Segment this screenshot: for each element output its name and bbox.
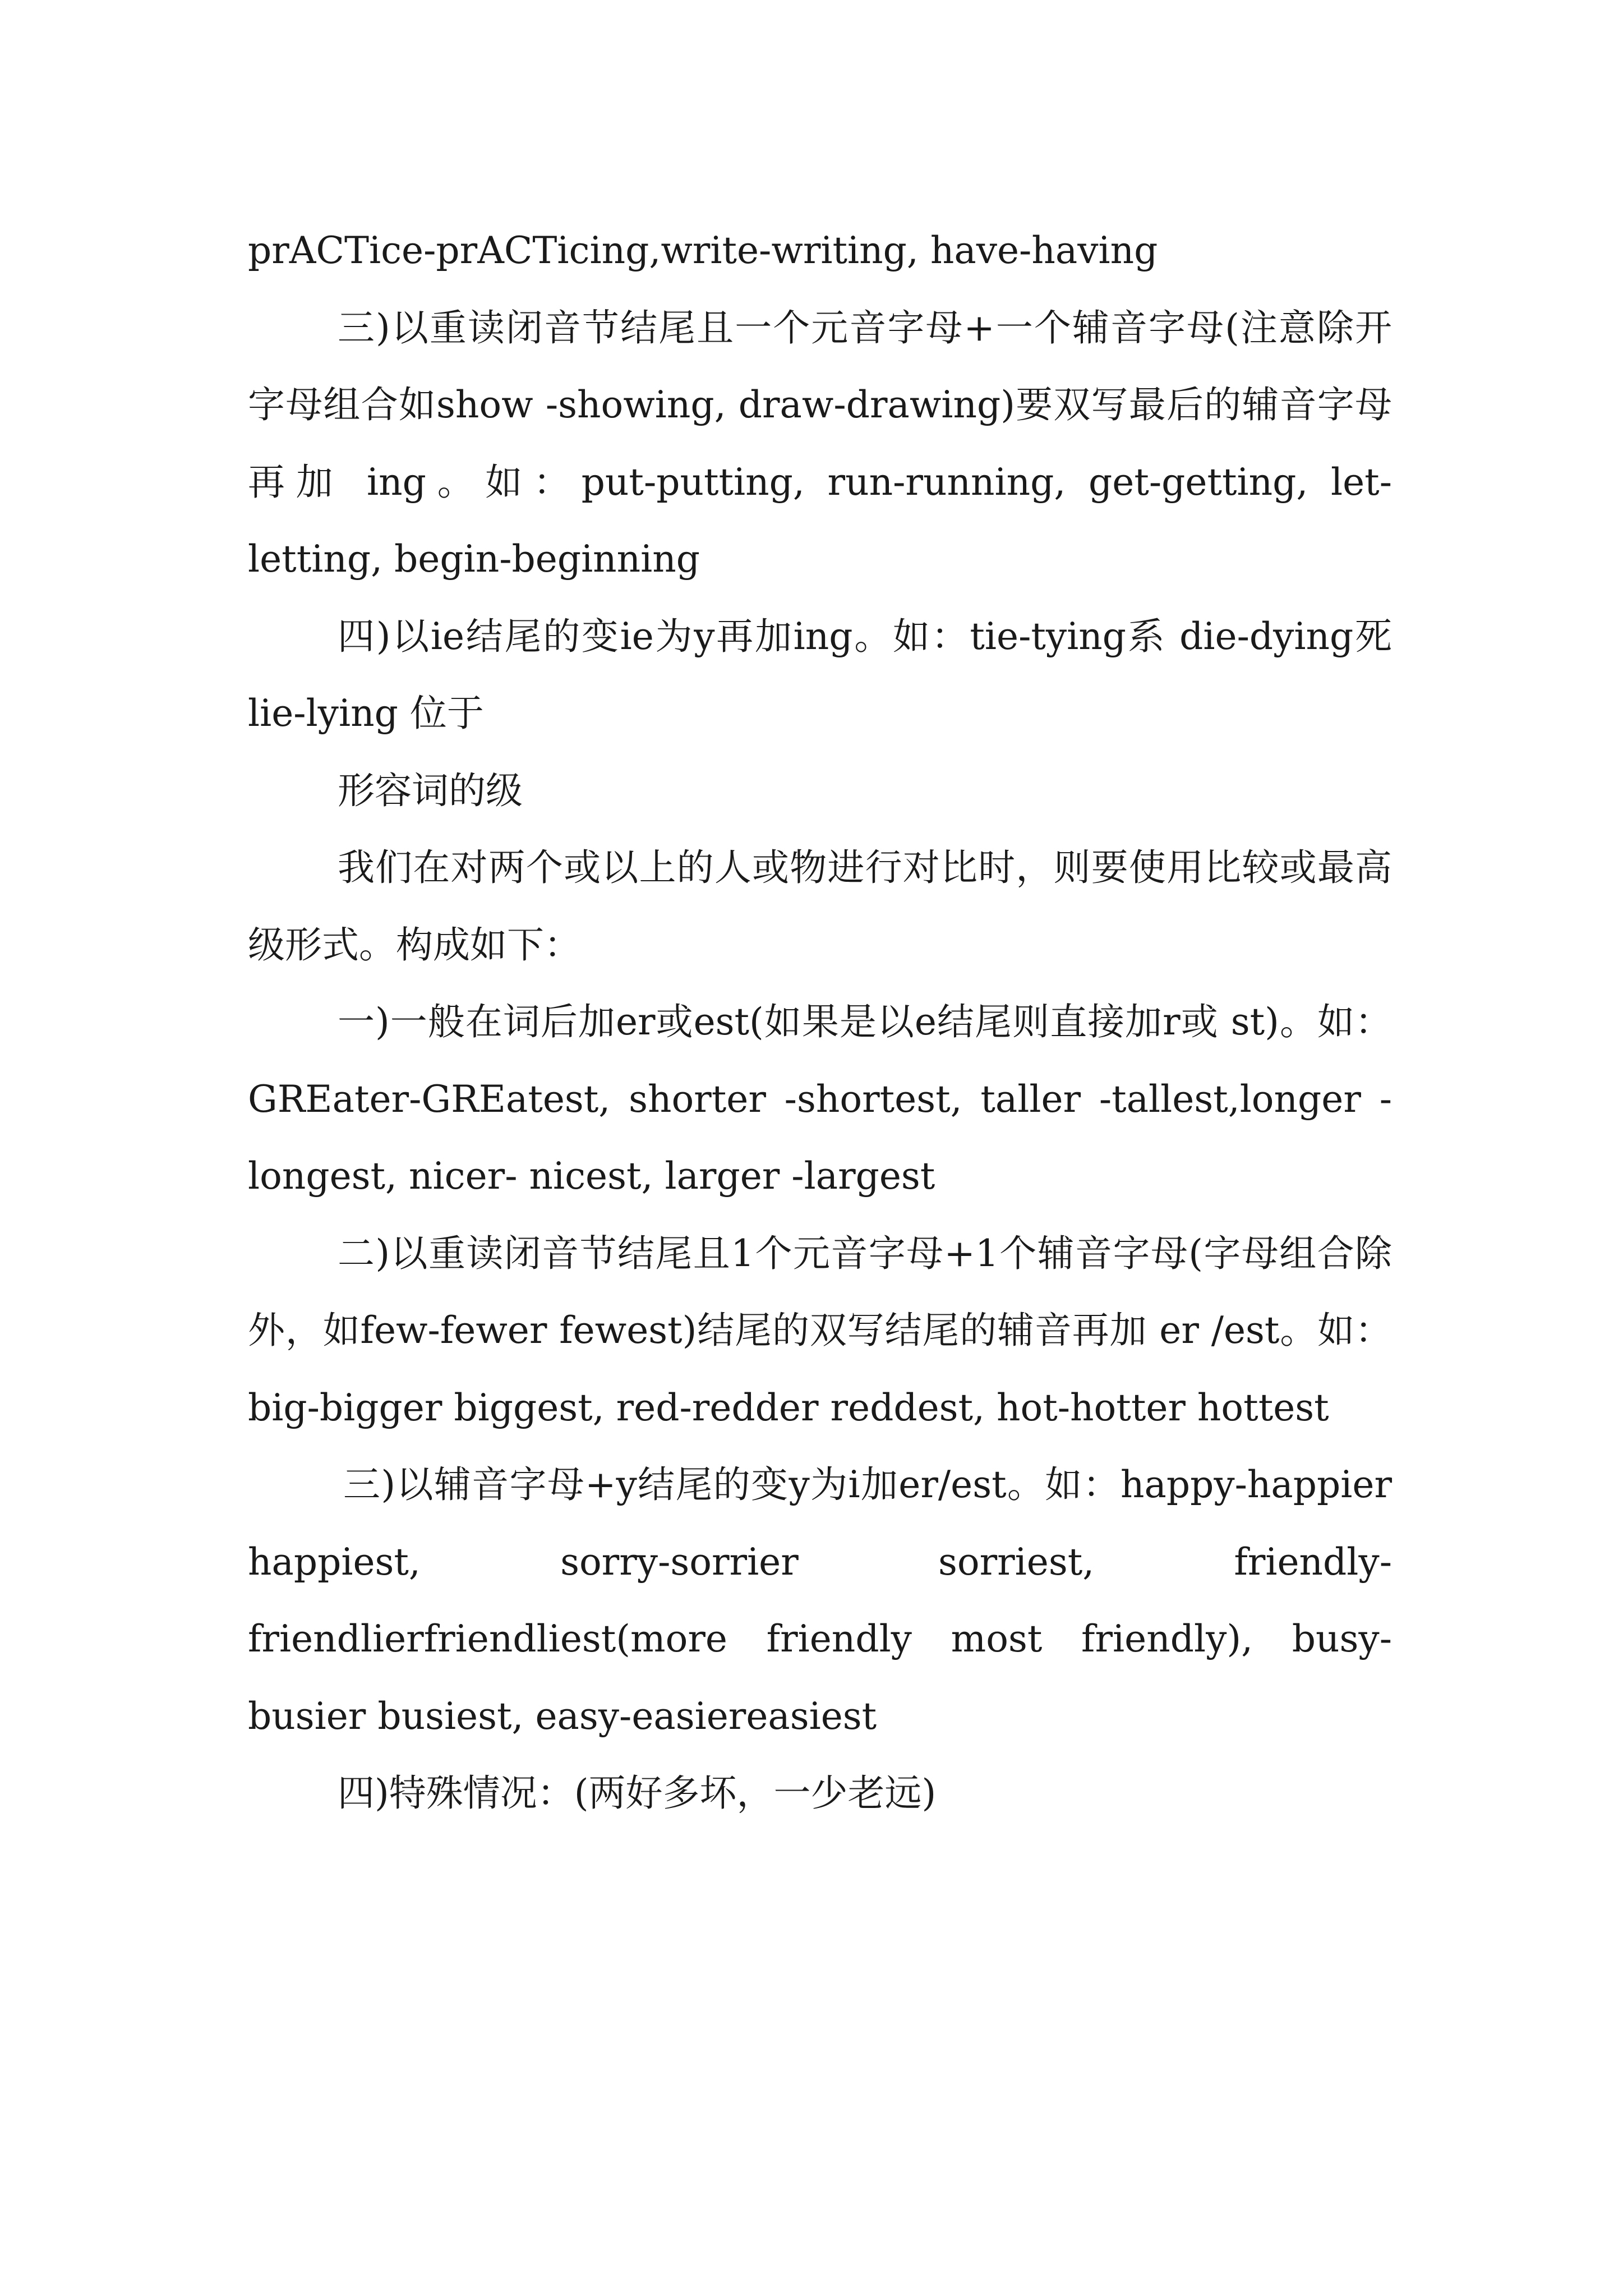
- paragraph-rule-double-consonant: 二)以重读闭音节结尾且1个元音字母+1个辅音字母(字母组合除外，如few-fewer fewest)结尾的双写结尾的辅音再加 er /est。如：big-bigger biggest, red-redder reddest, hot-hotter hottest: [248, 1231, 1392, 1429]
- paragraph-rule-er-est: 一)一般在词后加er或est(如果是以e结尾则直接加r或 st)。如：GREater-GREatest, shorter -shortest, taller -tallest,longer -longest, nicer- nicest, larger -largest: [248, 1000, 1392, 1198]
- paragraph-double-consonant-ing: 三)以重读闭音节结尾且一个元音字母+一个辅音字母(注意除开字母组合如show -showing, draw-drawing)要双写最后的辅音字母再加 ing。如：put-putting, run-running, get-getting, let-letting, begin-beginning: [248, 306, 1392, 581]
- document-body: [248, 212, 1392, 1832]
- paragraph-special-cases: 四)特殊情况：(两好多坏，一少老远): [338, 1772, 937, 1815]
- paragraph-rule-y-to-i: 三)以辅音字母+y结尾的变y为i加er/est。如：happy-happier happiest, sorry-sorrier sorriest, friendly-friendlierfriendliest(more friendly most friendly), busy-busier busiest, easy-easiereasiest: [248, 1463, 1392, 1738]
- paragraph-comparison-intro: 我们在对两个或以上的人或物进行对比时，则要使用比较或最高级形式。构成如下：: [248, 846, 1392, 967]
- section-heading-adjective-degrees: 形容词的级: [338, 769, 523, 812]
- paragraph-verb-ing-examples: prACTice-prACTicing,write-writing, have-having: [248, 229, 1158, 272]
- paragraph-ie-to-y-ing: 四)以ie结尾的变ie为y再加ing。如：tie-tying系 die-dying死 lie-lying 位于: [248, 614, 1392, 735]
